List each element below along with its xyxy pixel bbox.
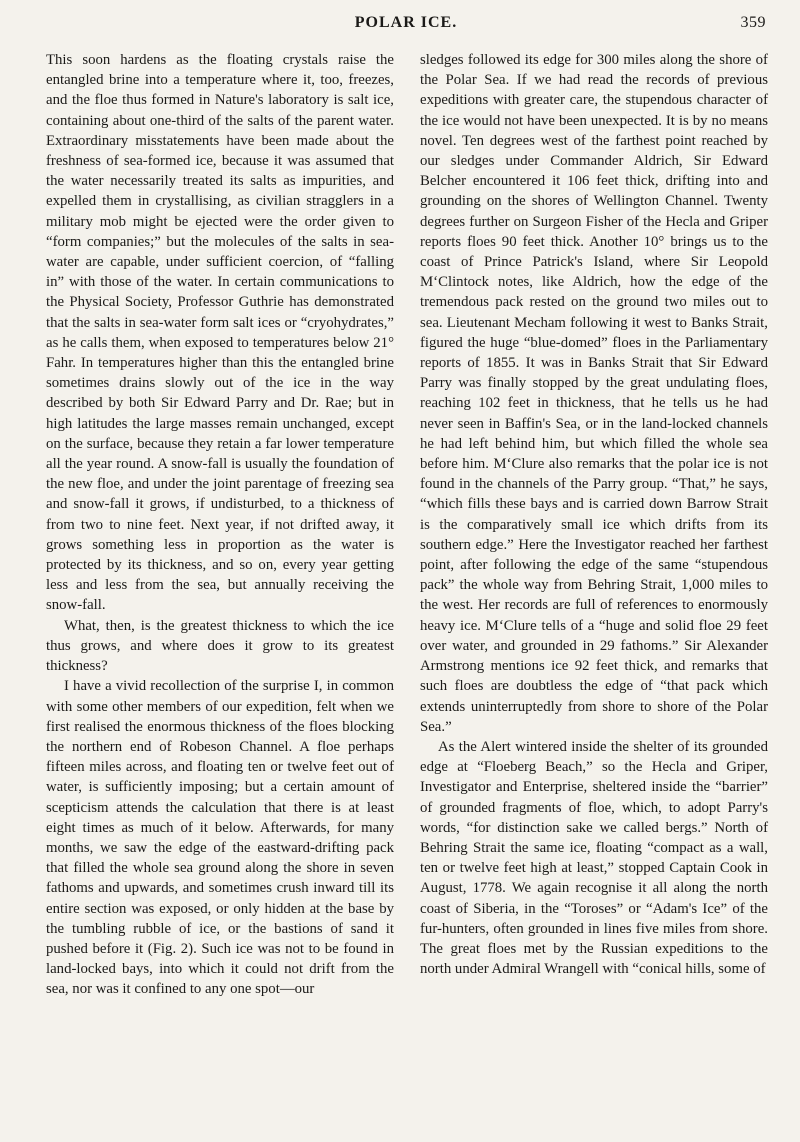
left-column	[46, 50, 394, 1000]
paragraph: As the Alert wintered inside the shelter of its grounded edge at “Floeberg Beach,” so the Hecla and Griper, Investigator and Enterprise, sheltered inside the “barrier” of grounded fragments of floe, which, to adopt Parry's words, “for distinction sake we called bergs.” North of Behring Strait the same ice, floating “compact as a wall, ten or twelve feet high at least,” stopped Captain Cook in August, 1778. We again recognise it all along the north coast of Siberia, in the “Toroses” or “Adam's Ice” of the fur-hunters, often grounded in lines five miles from shore. The great floes met by the Russian expeditions to the north under Admiral Wrangell with “conical hills, some of	[420, 738, 768, 978]
paragraph: This soon hardens as the floating crystals raise the entangled brine into a temperature where it, too, freezes, and the floe thus formed in Nature's laboratory is salt ice, containing about one-third of the salts of the parent water. Extraordinary misstatements have been made about the freshness of sea-formed ice, because it was assumed that the water necessarily treated its salts as impurities, and expelled them in crystallising, as civilian stragglers in a military mob might be ejected were the order given to “form companies;” but the molecules of the salts in sea-water are capable, under sufficient coercion, of “falling in” with those of the water. In certain communications to the Physical Society, Professor Guthrie has demonstrated that the salts in sea-water form salt ices or “cryohydrates,” as he calls them, when exposed to temperatures below 21° Fahr. In temperatures higher than this the entangled brine sometimes drains slowly out of the ice in the way described by both Sir Edward Parry and Dr. Rae; but in high latitudes the large masses remain unchanged, except on the surface, because they retain a far lower temperature all the year round. A snow-fall is usually the foundation of the new floe, and under the joint parentage of freezing sea and snow-fall it grows, if undisturbed, to a thickness of from two to nine feet. Next year, if not drifted away, it grows something less in proportion as the water is protected by its thickness, and so on, every year getting less and less from the sea, but annually receiving the snow-fall.	[46, 52, 394, 614]
paragraph: I have a vivid recollection of the surprise I, in common with some other members of our expedition, felt when we first realised the enormous thickness of the floes blocking the northern end of Robeson Channel. A floe perhaps fifteen miles across, and floating ten or twelve feet out of water, is sufficiently imposing; but a certain amount of scepticism attends the calculation that there is at least eight times as much of it below. Afterwards, for many months, we saw the edge of the eastward-drifting pack that filled the whole sea ground along the shore in seven fathoms and upwards, and sometimes crush inward till its entire section was exposed, or only hidden at the base by the tumbling rubble of ice, or the bastions of sand it pushed before it (Fig. 2). Such ice was not to be found in land-locked bays, into which it could not drift from the sea, nor was it confined to any one spot—our	[46, 678, 394, 998]
paragraph: What, then, is the greatest thickness to which the ice thus grows, and where does it grow to its greatest thickness?	[46, 617, 394, 675]
running-header	[46, 14, 766, 38]
page-number: 359	[740, 14, 766, 31]
right-column	[420, 50, 768, 979]
paragraph: sledges followed its edge for 300 miles along the shore of the Polar Sea. If we had read the records of previous expeditions with greater care, the stupendous character of the ice would not have been unexpected. It is by no means novel. Ten degrees west of the farthest point reached by our sledges under Commander Aldrich, Sir Edward Belcher encountered it 106 feet thick, drifting into and grounding on the shores of Wellington Channel. Twenty degrees further on Surgeon Fisher of the Hecla and Griper reports floes 90 feet thick. Another 10° brings us to the coast of Prince Patrick's Island, where Sir Leopold M‘Clintock notes, like Aldrich, how the edge of the tremendous pack rested on the ground two miles out to sea. Lieutenant Mecham following it west to Banks Strait, figured the huge “blue-domed” floes in the Parliamentary reports of 1855. It was in Banks Strait that Sir Edward Parry was finally stopped by the great undulating floes, reaching 102 feet in thickness, that he tells us he had never seen in Baffin's Sea, or in the land-locked channels he had left behind him, but which filled the whole sea before him. M‘Clure also remarks that the polar ice is not found in the channels of the Parry group. “That,” he says, “which fills these bays and is carried down Barrow Strait is the comparatively small ice which drifts from its southern edge.” Here the Investigator reached her farthest point, after following the edge of the same “stupendous pack” the whole way from Behring Strait, 1,000 miles to the west. Her records are full of references to enormously heavy ice. M‘Clure tells of a “huge and solid floe 29 feet over water, and grounded in 29 fathoms.” Sir Alexander Armstrong mentions ice 92 feet thick, and remarks that such floes are doubtless the edge of “that pack which extends uninterruptedly from shore to shore of the Polar Sea.”	[420, 52, 768, 735]
running-title: POLAR ICE.	[354, 14, 458, 31]
